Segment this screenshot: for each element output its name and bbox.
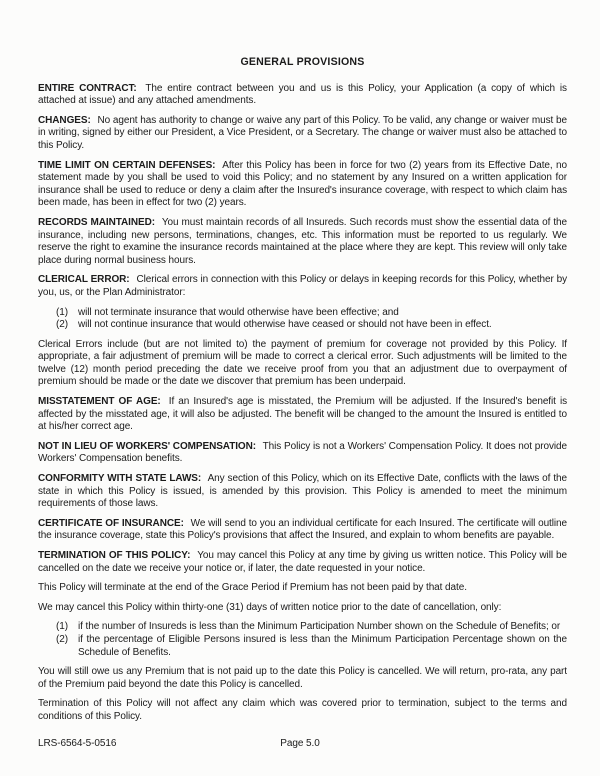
section-heading: CERTIFICATE OF INSURANCE: <box>38 517 184 529</box>
section-heading: CONFORMITY WITH STATE LAWS: <box>38 473 202 485</box>
list-item <box>56 621 567 634</box>
section-text: No agent has authority to change or waive any part of this Policy. To be valid, any change or waiver must be in writing, signed by either our President, a Vice President, or a Secretary. The change or waiver must also be attached to this Policy. <box>38 114 567 151</box>
section-certificate-of-insurance <box>38 518 567 543</box>
section-text: You must maintain records of all Insureds. Such records must show the essential data of the insurance, including new persons, terminations, changes, etc. This information must be reported to us regularly. We reserve the right to examine the insurance records maintained at the place where they are kept. This review will only take place during normal business hours. <box>38 216 567 266</box>
list-item-number: (2) <box>56 319 68 331</box>
section-heading: TIME LIMIT ON CERTAIN DEFENSES: <box>38 159 216 171</box>
section-changes <box>38 115 567 153</box>
footer-page-number: Page 5.0 <box>280 738 320 749</box>
list-item-number: (2) <box>56 633 68 645</box>
section-heading: CHANGES: <box>38 114 91 126</box>
section-text: We will send to you an individual certificate for each Insured. The certificate will outline the insurance coverage, state this Policy's provisions that affect the Insured, and explain to whom benefits are payable. <box>38 517 568 542</box>
list-item-number: (1) <box>56 621 68 633</box>
list-item <box>56 319 567 332</box>
section-termination-of-this-policy <box>38 550 567 575</box>
section-not-in-lieu-of-workers-compensation <box>38 441 567 466</box>
section-heading: RECORDS MAINTAINED: <box>38 216 155 228</box>
section-entire-contract <box>38 83 567 108</box>
section-intro: We may cancel this Policy within thirty-one (31) days of written notice prior to the date of cancellation, only: <box>38 601 502 613</box>
paragraph-cancellation-conditions <box>38 602 567 659</box>
section-conformity-with-state-laws <box>38 473 567 511</box>
list-item-text: will not continue insurance that would otherwise have ceased or should not have been in effect. <box>78 319 492 331</box>
clerical-error-list <box>56 307 567 332</box>
page-title: GENERAL PROVISIONS <box>240 56 365 68</box>
paragraph-premium-owed: You will still owe us any Premium that is not paid up to the date this Policy is cancelled. We will return, pro-rata, any part of the Premium paid beyond the date this Policy is cancelled. <box>38 666 567 690</box>
section-records-maintained <box>38 217 567 267</box>
cancellation-conditions-list <box>56 621 567 659</box>
section-clerical-error <box>38 274 567 331</box>
paragraph-clerical-errors-note: Clerical Errors include (but are not limited to) the payment of premium for coverage not provided by this Policy. If appropriate, a fair adjustment of premium will be made to correct a clerical error. Such adjustments will be limited to the twelve (12) month period preceding the date we receive proof from you that an adjustment due to overpayment of premium should be made or the date we discover that premium has been underpaid. <box>38 338 567 388</box>
paragraph-termination-claims: Termination of this Policy will not affect any claim which was covered prior to termination, subject to the terms and conditions of this Policy. <box>38 698 567 722</box>
paragraph-grace-period-termination: This Policy will terminate at the end of the Grace Period if Premium has not been paid by that date. <box>38 582 467 594</box>
section-time-limit-on-certain-defenses <box>38 160 567 210</box>
section-text: After this Policy has been in force for two (2) years from its Effective Date, no statement made by you shall be used to void this Policy; and no statement by any Insured on a written application for insurance shall be used to reduce or deny a claim after the Insured's insurance coverage, with respect to which claim has been made, has been in effect for two (2) years. <box>38 159 567 209</box>
section-heading: MISSTATEMENT OF AGE: <box>38 396 161 408</box>
footer-doc-number: LRS-6564-5-0516 <box>38 738 117 749</box>
list-item-text: will not terminate insurance that would otherwise have been effective; and <box>78 306 399 318</box>
list-item-text: if the number of Insureds is less than the Minimum Participation Number shown on the Schedule of Benefits; or <box>78 621 561 633</box>
section-intro <box>38 274 567 299</box>
list-item <box>56 634 567 659</box>
list-item <box>56 307 567 320</box>
list-item-number: (1) <box>56 306 68 318</box>
section-text: This Policy is not a Workers' Compensation Policy. It does not provide Workers' Compensation benefits. <box>38 440 567 465</box>
section-misstatement-of-age <box>38 396 567 434</box>
section-text: If an Insured's age is misstated, the Premium will be adjusted. If the Insured's benefit is affected by the misstated age, it will also be adjusted. The benefit will be changed to the amount the Insured is entitled to at his/her correct age. <box>38 396 568 433</box>
section-heading: ENTIRE CONTRACT: <box>38 82 137 94</box>
list-item-text: if the percentage of Eligible Persons insured is less than the Minimum Participation Percentage shown on the Schedule of Benefits. <box>78 633 567 658</box>
section-text: Clerical errors in connection with this Policy or delays in keeping records for this Policy, whether by you, us, or the Plan Administrator: <box>38 274 567 298</box>
section-heading: NOT IN LIEU OF WORKERS' COMPENSATION: <box>38 440 257 452</box>
section-text: You may cancel this Policy at any time by giving us written notice. This Policy will be cancelled on the date we receive your notice or, if later, the date requested in your notice. <box>38 550 567 574</box>
section-heading: TERMINATION OF THIS POLICY: <box>38 550 191 561</box>
section-heading: CLERICAL ERROR: <box>38 274 130 286</box>
section-text: Any section of this Policy, which on its Effective Date, conflicts with the laws of the state in which this Policy is issued, is amended by this provision. This Policy is amended to meet the minimum requirements of those laws. <box>38 473 567 510</box>
section-text: The entire contract between you and us is this Policy, your Application (a copy of which is attached at issue) and any attached amendments. <box>38 82 567 107</box>
